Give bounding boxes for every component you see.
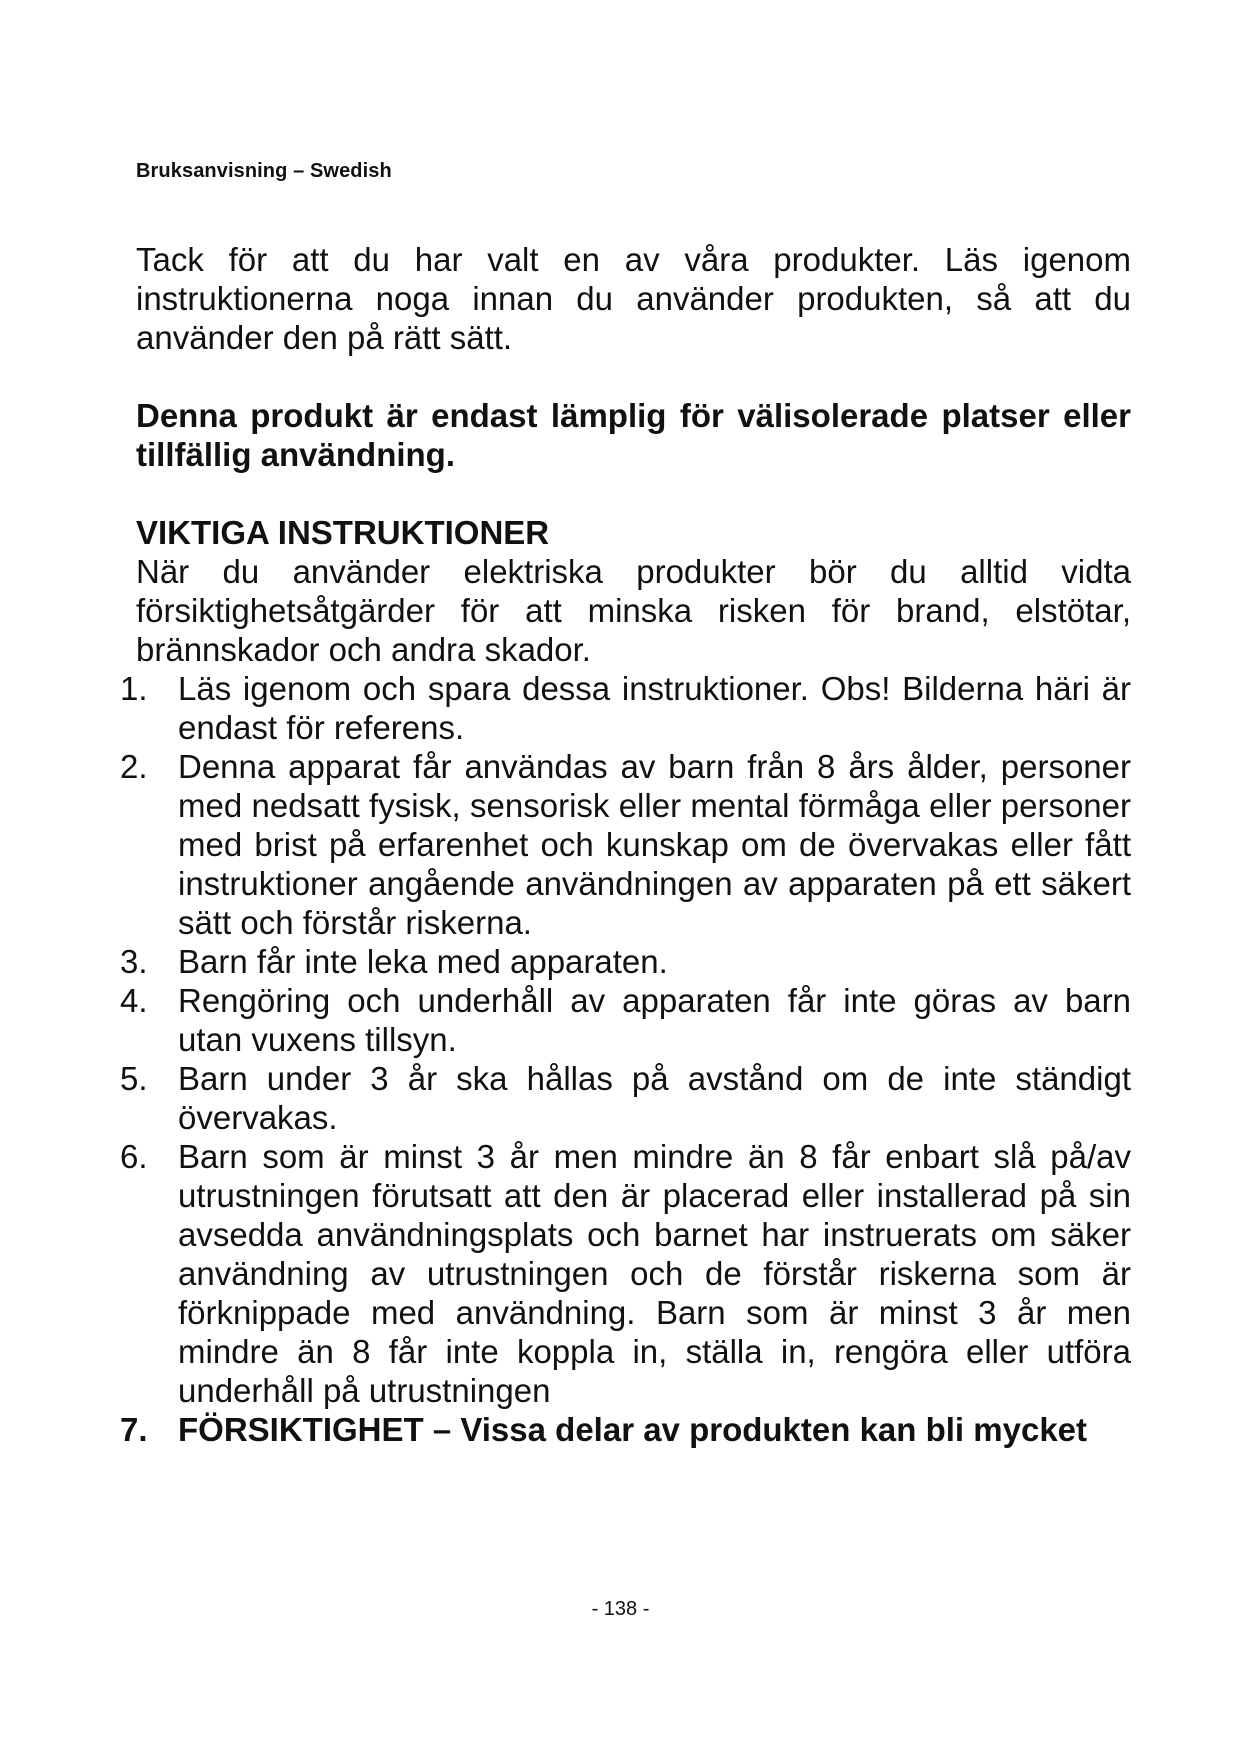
list-item-number: 4. <box>120 982 148 1019</box>
section-lead-paragraph: När du använder elektriska produkter bör du alltid vidta försiktighetsåtgärder för att minska risken för brand, elstötar, brännskador och andra skador. <box>136 553 1131 668</box>
list-item-text: Barn som är minst 3 år men mindre än 8 får enbart slå på/av utrustningen förutsatt att den är placerad eller installerad på sin avsedda användningsplats och barnet har instruerats om säker användning av utrustningen och de förstår riskerna som är förknippade med användning. Barn som är minst 3 år men mindre än 8 får inte koppla in, ställa in, rengöra eller utföra underhåll på utrustningen <box>178 1138 1131 1409</box>
list-item-6 <box>120 1137 1131 1410</box>
instruction-list <box>120 669 1131 1449</box>
list-item-number: 1. <box>120 670 148 707</box>
list-item-1 <box>120 669 1131 747</box>
intro-paragraph: Tack för att du har valt en av våra produkter. Läs igenom instruktionerna noga innan du använder produkten, så att du använder den på rätt sätt. <box>136 241 1131 356</box>
list-item-number: 2. <box>120 748 148 785</box>
list-item-text: Barn får inte leka med apparaten. <box>178 943 668 980</box>
section-heading: VIKTIGA INSTRUKTIONER <box>136 514 550 551</box>
list-item-number: 3. <box>120 943 148 980</box>
list-item-text: Denna apparat får användas av barn från 8 års ålder, personer med nedsatt fysisk, sensorisk eller mental förmåga eller personer med brist på erfarenhet och kunskap om de övervakas eller fått instruktioner angående användningen av apparaten på ett säkert sätt och förstår riskerna. <box>178 748 1131 941</box>
warning-paragraph: Denna produkt är endast lämplig för välisolerade platser eller tillfällig användning. <box>136 397 1131 473</box>
list-item-text: Läs igenom och spara dessa instruktioner. Obs! Bilderna häri är endast för referens. <box>178 670 1131 746</box>
list-item-text: Rengöring och underhåll av apparaten får inte göras av barn utan vuxens tillsyn. <box>178 982 1131 1058</box>
list-item-number: 6. <box>120 1138 148 1175</box>
list-item-2 <box>120 747 1131 942</box>
list-item-number: 7. <box>120 1411 148 1448</box>
list-item-text: FÖRSIKTIGHET – Vissa delar av produkten kan bli mycket <box>178 1411 1088 1448</box>
list-item-7 <box>120 1410 1131 1449</box>
list-item-4 <box>120 981 1131 1059</box>
list-item-3 <box>120 942 1131 981</box>
document-header-label: Bruksanvisning – Swedish <box>136 160 392 182</box>
list-item-text: Barn under 3 år ska hållas på avstånd om de inte ständigt övervakas. <box>178 1060 1131 1136</box>
document-body <box>120 240 1131 1449</box>
page-number: - 138 - <box>591 1598 650 1620</box>
list-item-number: 5. <box>120 1060 148 1097</box>
list-item-5 <box>120 1059 1131 1137</box>
